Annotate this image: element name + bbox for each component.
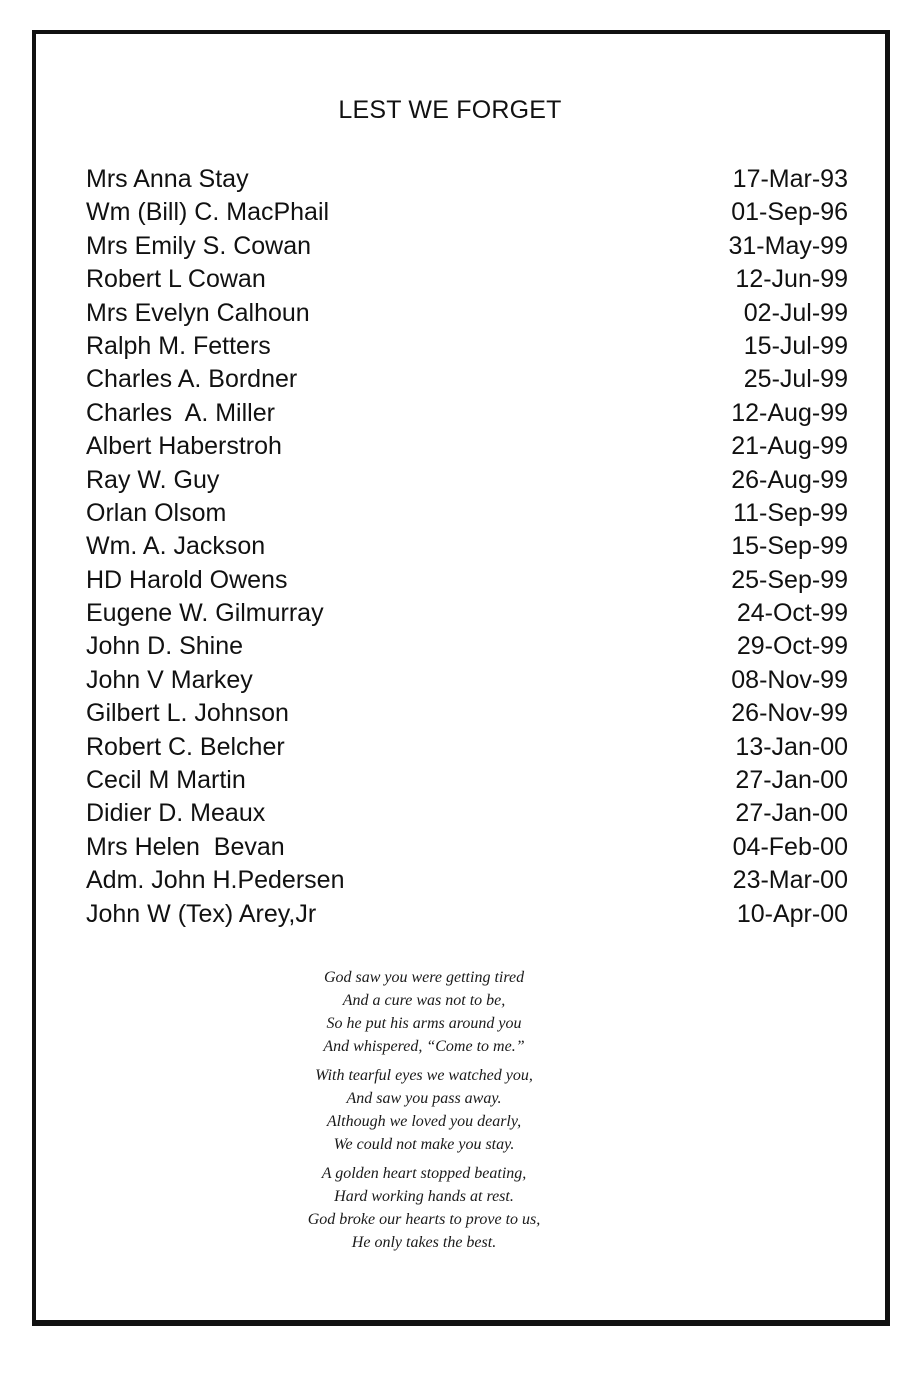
list-item (86, 797, 848, 830)
poem-line: And whispered, “Come to me.” (323, 1038, 525, 1055)
person-name: Orlan Olsom (86, 498, 227, 527)
list-item (86, 263, 848, 296)
poem-line: And a cure was not to be, (342, 992, 506, 1009)
list-item (86, 497, 848, 530)
list-item (86, 330, 848, 363)
list-item (86, 363, 848, 396)
person-name: Gilbert L. Johnson (86, 699, 289, 728)
person-name: Mrs Anna Stay (86, 165, 249, 193)
date-of-death: 29-Oct-99 (736, 632, 848, 661)
date-of-death: 15-Jul-99 (743, 331, 848, 360)
date-of-death: 11-Sep-99 (733, 498, 848, 527)
person-name: Ray W. Guy (86, 465, 220, 494)
person-name: John W (Tex) Arey,Jr (86, 899, 317, 928)
date-of-death: 04-Feb-00 (732, 832, 848, 861)
date-of-death: 25-Jul-99 (743, 365, 848, 394)
list-item (86, 464, 848, 497)
person-name: Robert C. Belcher (86, 732, 285, 761)
person-name: John D. Shine (86, 632, 244, 661)
poem-stanza (214, 1162, 634, 1254)
date-of-death: 15-Sep-99 (731, 532, 848, 561)
person-name: Eugene W. Gilmurray (86, 599, 324, 628)
person-name: Wm. A. Jackson (86, 532, 266, 561)
person-name: Robert L Cowan (86, 265, 266, 294)
person-name: Charles A. Bordner (86, 365, 298, 394)
poem-line: So he put his arms around you (326, 1015, 522, 1032)
date-of-death: 12-Jun-99 (735, 265, 848, 294)
list-item (86, 564, 848, 597)
poem-line: Although we loved you dearly, (326, 1113, 522, 1130)
list-item (86, 397, 848, 430)
poem-line: God broke our hearts to prove to us, (307, 1211, 541, 1228)
list-item (86, 297, 848, 330)
poem-stanza (214, 1064, 634, 1156)
list-item (86, 864, 848, 897)
date-of-death: 27-Jan-00 (735, 799, 848, 828)
person-name: Albert Haberstroh (86, 432, 282, 461)
poem-line: Hard working hands at rest. (334, 1188, 514, 1205)
date-of-death: 17-Mar-93 (732, 165, 848, 193)
poem-line: A golden heart stopped beating, (321, 1165, 527, 1182)
list-item (86, 530, 848, 563)
person-name: Mrs Evelyn Calhoun (86, 298, 310, 327)
date-of-death: 27-Jan-00 (735, 766, 848, 795)
date-of-death: 10-Apr-00 (736, 899, 848, 928)
memorial-list (86, 163, 848, 931)
poem-stanza (214, 966, 634, 1058)
person-name: Adm. John H.Pedersen (86, 866, 345, 895)
poem-line: God saw you were getting tired (323, 969, 525, 986)
date-of-death: 21-Aug-99 (731, 432, 848, 461)
list-item (86, 831, 848, 864)
list-item (86, 163, 848, 196)
person-name: Mrs Emily S. Cowan (86, 231, 312, 260)
list-item (86, 196, 848, 229)
person-name: HD Harold Owens (86, 565, 288, 594)
poem-line: He only takes the best. (351, 1234, 497, 1251)
list-item (86, 630, 848, 663)
person-name: John V Markey (86, 665, 253, 694)
list-item (86, 664, 848, 697)
date-of-death: 13-Jan-00 (735, 732, 848, 761)
person-name: Charles A. Miller (86, 398, 275, 427)
date-of-death: 31-May-99 (728, 231, 848, 260)
poem-line: And saw you pass away. (346, 1090, 502, 1107)
date-of-death: 12-Aug-99 (731, 398, 848, 427)
date-of-death: 24-Oct-99 (736, 599, 848, 628)
memorial-poem (214, 966, 634, 1260)
list-item (86, 764, 848, 797)
list-item (86, 731, 848, 764)
date-of-death: 02-Jul-99 (743, 298, 848, 327)
date-of-death: 25-Sep-99 (731, 565, 848, 594)
list-item (86, 697, 848, 730)
page-title: LEST WE FORGET (338, 96, 562, 124)
poem-line: With tearful eyes we watched you, (315, 1067, 533, 1084)
list-item (86, 230, 848, 263)
poem-line: We could not make you stay. (333, 1136, 515, 1153)
list-item (86, 430, 848, 463)
person-name: Didier D. Meaux (86, 799, 266, 828)
person-name: Cecil M Martin (86, 766, 246, 795)
date-of-death: 26-Nov-99 (731, 699, 848, 728)
person-name: Ralph M. Fetters (86, 331, 271, 360)
date-of-death: 01-Sep-96 (731, 198, 848, 227)
person-name: Mrs Helen Bevan (86, 832, 285, 861)
list-item (86, 597, 848, 630)
date-of-death: 23-Mar-00 (732, 866, 848, 895)
date-of-death: 26-Aug-99 (731, 465, 848, 494)
person-name: Wm (Bill) C. MacPhail (86, 198, 330, 227)
date-of-death: 08-Nov-99 (731, 665, 848, 694)
list-item (86, 898, 848, 931)
